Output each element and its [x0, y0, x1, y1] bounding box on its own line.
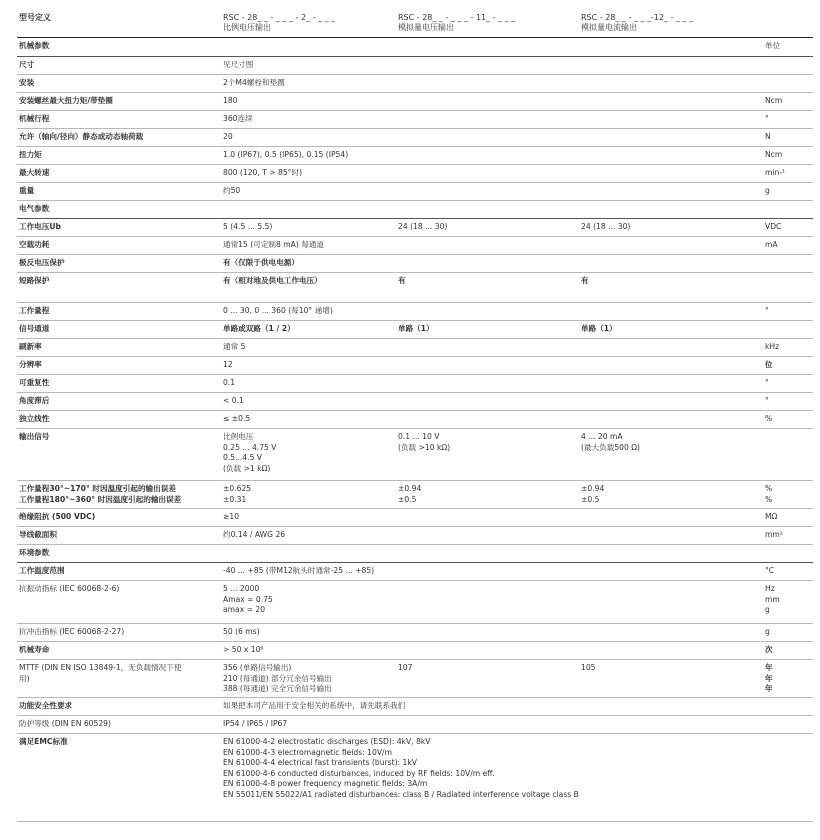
unit-value: 次 — [765, 645, 773, 654]
table-row — [17, 660, 813, 698]
table-row — [17, 303, 813, 321]
col-current-value: 单路（1） — [581, 324, 617, 333]
unit-value: g — [765, 186, 770, 195]
header-col-current: RSC - 28_ _ - _ _ _-12_ - _ _ _ 模拟量电流输出 — [581, 13, 694, 32]
col-ratio-value: 有（相对地及供电工作电压） — [223, 276, 322, 285]
col-ratio-value: 360连续 — [223, 114, 253, 123]
col-current-value: 105 — [581, 663, 596, 672]
table-row — [17, 75, 813, 93]
table-row — [17, 273, 813, 303]
col-ratio-value: 单路或双路（1 / 2） — [223, 324, 295, 333]
table-row — [17, 165, 813, 183]
table-row — [17, 183, 813, 201]
col-ratio-value: 1.0 (IP67), 0.5 (IP65), 0.15 (IP54) — [223, 150, 349, 159]
table-row — [17, 375, 813, 393]
col-ratio-value: IP54 / IP65 / IP67 — [223, 719, 288, 728]
col-ratio-value: EN 61000-4-2 electrostatic discharges (ESD): 4kV, 8kV EN 61000-4-3 electromagnetic fields: 10V/m EN 61000-4-4 electrical fast transients (burst): 1kV EN 61000-4-6 conducted disturbances, induced by RF fields: 10V/m eff. EN 61000-4-8 power frequency magnetic fields: 3A/m EN 55011/EN 55022/A1 radiated disturbances: class B / Radiated interference voltage class B — [223, 737, 579, 799]
col-ratio-value: 50 (6 ms) — [223, 627, 260, 636]
col-ratio-value: ≥10 — [223, 512, 240, 521]
table-row — [17, 129, 813, 147]
col-ratio-value: 180 — [223, 96, 238, 105]
unit-value: g — [765, 627, 770, 636]
col-ratio-value: 见尺寸图 — [223, 60, 254, 69]
unit-value: MΩ — [765, 512, 778, 521]
spec-table — [17, 10, 813, 822]
row-label: 刷新率 — [19, 342, 42, 351]
table-row — [17, 716, 813, 734]
table-row — [17, 339, 813, 357]
unit-value: % % — [765, 484, 773, 504]
col-voltage-value: 24 (18 ... 30) — [398, 222, 448, 231]
row-label: 安装螺丝最大扭力矩/带垫圈 — [19, 96, 113, 105]
row-label: 极反电压保护 — [19, 258, 65, 267]
row-label: 信号通道 — [19, 324, 50, 333]
col-ratio-value: 12 — [223, 360, 233, 369]
row-label: 功能安全性要求 — [19, 701, 73, 710]
row-label: 空载功耗 — [19, 240, 50, 249]
row-label: 工作量程 — [19, 306, 50, 315]
header-col-voltage: RSC - 28_ _ - _ _ _ - 11_ - _ _ _ 模拟量电压输出 — [398, 13, 516, 32]
col-current-value: ±0.94 ±0.5 — [581, 484, 605, 504]
table-row — [17, 357, 813, 375]
row-label: 角度滞后 — [19, 396, 50, 405]
table-row — [17, 581, 813, 624]
section-row — [17, 201, 813, 219]
col-ratio-value: < 0.1 — [223, 396, 244, 405]
table-row — [17, 219, 813, 237]
col-ratio-value: 通常15 (可定制8 mA) 每通道 — [223, 240, 325, 249]
spec-header — [17, 10, 813, 38]
table-row — [17, 481, 813, 509]
unit-value: ° — [765, 114, 769, 123]
table-row — [17, 237, 813, 255]
table-row — [17, 642, 813, 660]
col-ratio-value: ≤ ±0.5 — [223, 414, 251, 423]
col-ratio-value: -40 ... +85 (带M12航头时通常-25 ... +85) — [223, 566, 375, 575]
unit-value: mA — [765, 240, 778, 249]
unit-value: N — [765, 132, 771, 141]
col-voltage-value: ±0.94 ±0.5 — [398, 484, 422, 504]
header-label: 型号定义 — [19, 13, 51, 22]
row-label: MTTF (DIN EN ISO 13849-1，无负载情况下使 用) — [19, 663, 182, 683]
unit-value: % — [765, 414, 773, 423]
col-ratio-value: 0.1 — [223, 378, 236, 387]
row-label: 输出信号 — [19, 432, 50, 441]
table-row — [17, 429, 813, 481]
row-label: 防护等级 (DIN EN 60529) — [19, 719, 111, 728]
col-ratio-value: 有（仅限于供电电源） — [223, 258, 299, 267]
row-label: 扭力矩 — [19, 150, 42, 159]
col-ratio-value: 800 (120, T > 85°时) — [223, 168, 303, 177]
unit-value: 位 — [765, 360, 773, 369]
row-label: 安装 — [19, 78, 35, 87]
col-ratio-value: 5 (4.5 ... 5.5) — [223, 222, 273, 231]
col-ratio-value: 约0.14 / AWG 26 — [223, 530, 286, 539]
col-ratio-value: 通常 5 — [223, 342, 246, 351]
table-row — [17, 624, 813, 642]
col-ratio-value: 5 ... 2000 Amax = 0.75 amax = 20 — [223, 584, 273, 614]
header-col-ratio: RSC - 28_ _ - _ _ _ - 2_ - _ _ _ 比例电压输出 — [223, 13, 336, 32]
unit-value: VDC — [765, 222, 782, 231]
unit-value: kHz — [765, 342, 780, 351]
table-row — [17, 734, 813, 822]
unit-value: Ncm — [765, 96, 783, 105]
row-label: 独立线性 — [19, 414, 50, 423]
row-label: 抗振动指标 (IEC 60068-2-6) — [19, 584, 120, 593]
row-label: 绝缘阻抗 (500 VDC) — [19, 512, 96, 521]
row-label: 最大转速 — [19, 168, 50, 177]
unit-value: Hz mm g — [765, 584, 780, 614]
row-label: 导线截面积 — [19, 530, 57, 539]
spec-rows — [17, 38, 813, 822]
col-ratio-value: 比例电压 0.25 ... 4.75 V 0.5...4.5 V (负载 >1 kΩ) — [223, 432, 277, 473]
col-voltage-value: 0.1 ... 10 V (负载 >10 kΩ) — [398, 432, 451, 452]
col-voltage-value: 单路（1） — [398, 324, 434, 333]
row-label: 短路保护 — [19, 276, 50, 285]
col-ratio-value: 20 — [223, 132, 233, 141]
col-current-value: 有 — [581, 276, 589, 285]
table-row — [17, 563, 813, 581]
row-label: 机械参数 — [19, 41, 50, 50]
unit-value: ° — [765, 306, 769, 315]
row-label: 环境参数 — [19, 548, 50, 557]
row-label: 尺寸 — [19, 60, 35, 69]
table-row — [17, 255, 813, 273]
unit-value: ° — [765, 396, 769, 405]
row-label: 满足EMC标准 — [19, 737, 68, 746]
section-row — [17, 545, 813, 563]
col-voltage-value: 107 — [398, 663, 413, 672]
unit-value: mm² — [765, 530, 783, 539]
row-label: 重量 — [19, 186, 35, 195]
unit-value: °C — [765, 566, 775, 575]
row-label: 机械寿命 — [19, 645, 50, 654]
table-row — [17, 321, 813, 339]
col-ratio-value: 如果把本司产品用于安全相关的系统中，请先联系我们 — [223, 701, 406, 710]
unit-value: 年 年 年 — [765, 663, 773, 693]
row-label: 抗冲击指标 (IEC 60068-2-27) — [19, 627, 125, 636]
col-current-value: 24 (18 ... 30) — [581, 222, 631, 231]
table-row — [17, 411, 813, 429]
row-label: 机械行程 — [19, 114, 50, 123]
col-voltage-value: 有 — [398, 276, 406, 285]
col-ratio-value: 0 ... 30, 0 ... 360 (每10° 递增) — [223, 306, 333, 315]
table-row — [17, 527, 813, 545]
row-label: 允许（轴向/径向）静态或动态轴荷载 — [19, 132, 144, 141]
col-ratio-value: 356 (单路信号输出) 210 (每通道) 部分冗余信号输出 388 (每通道) 完全冗余信号输出 — [223, 663, 332, 693]
row-label: 工作电压Ub — [19, 222, 61, 231]
table-row — [17, 111, 813, 129]
row-label: 工作量程30°~170° 时因温度引起的输出误差 工作量程180°~360° 时因温度引起的输出误差 — [19, 484, 182, 504]
row-label: 电气参数 — [19, 204, 50, 213]
row-label: 分辨率 — [19, 360, 42, 369]
unit-value: 单位 — [765, 41, 781, 50]
col-ratio-value: ±0.625 ±0.31 — [223, 484, 252, 504]
table-row — [17, 393, 813, 411]
section-row — [17, 38, 813, 57]
col-ratio-value: > 50 x 10⁶ — [223, 645, 264, 654]
col-ratio-value: 2个M4螺栓和垫圈 — [223, 78, 285, 87]
row-label: 可重复性 — [19, 378, 50, 387]
table-row — [17, 57, 813, 75]
unit-value: min-¹ — [765, 168, 786, 177]
table-row — [17, 93, 813, 111]
row-label: 工作温度范围 — [19, 566, 65, 575]
table-row — [17, 147, 813, 165]
col-ratio-value: 约50 — [223, 186, 241, 195]
unit-value: ° — [765, 378, 769, 387]
table-row — [17, 509, 813, 527]
table-row — [17, 698, 813, 716]
col-current-value: 4 ... 20 mA (最大负载500 Ω) — [581, 432, 641, 452]
unit-value: Ncm — [765, 150, 783, 159]
